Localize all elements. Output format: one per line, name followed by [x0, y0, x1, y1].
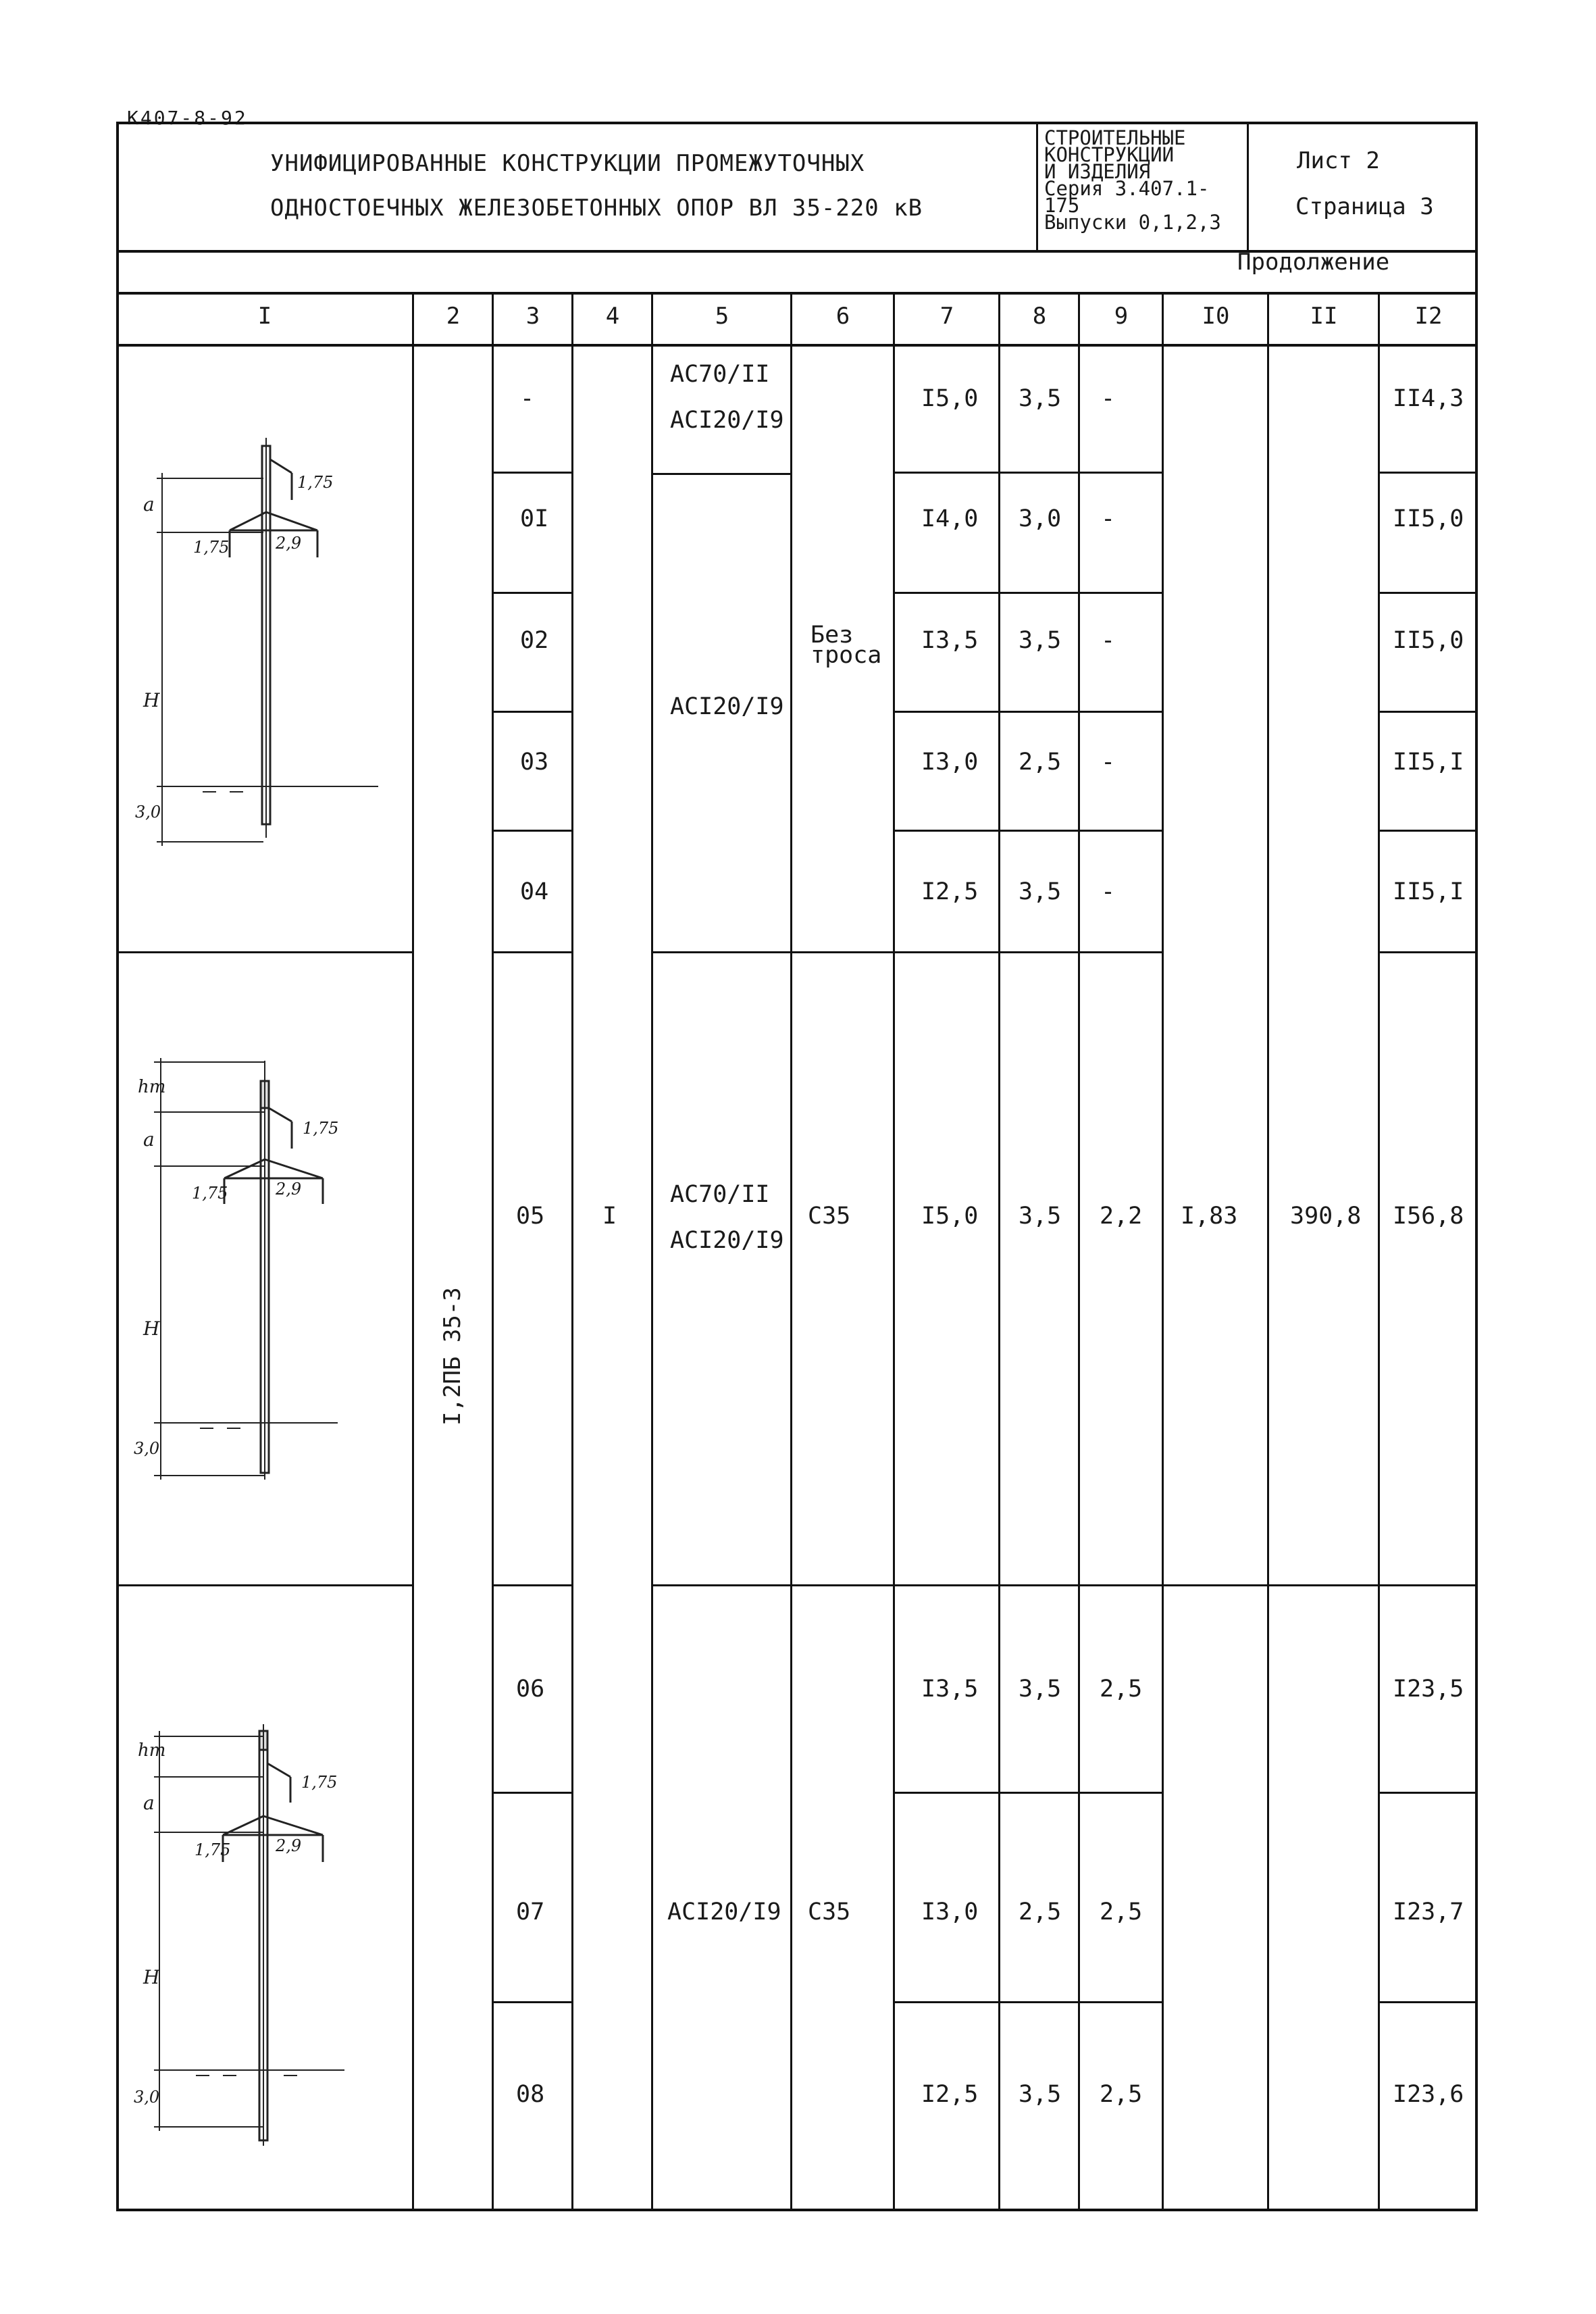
- col5-g1-a-2: АСI20/I9: [670, 407, 784, 434]
- sketch1-label-h: H: [143, 689, 160, 711]
- page-number: Страница 3: [1295, 193, 1434, 220]
- col-line-2: [492, 292, 494, 2211]
- row5-c12: II5,I: [1393, 878, 1464, 905]
- sketch1-label-top: 1,75: [297, 473, 334, 492]
- col5-g3: АСI20/I9: [667, 1898, 781, 1926]
- row-line-c79-6: [893, 1584, 1163, 1586]
- row4-c12: II5,I: [1393, 749, 1464, 776]
- row-line-c79-4: [893, 830, 1163, 832]
- row8-c8: 2,5: [1019, 1898, 1062, 1926]
- row-line-c6-2: [790, 1584, 894, 1586]
- row6-c3: 05: [516, 1203, 545, 1230]
- col5-g2-1: АС70/II: [670, 1181, 770, 1208]
- sketch3-label-left: 1,75: [195, 1840, 231, 1859]
- series-block: [1044, 126, 1243, 234]
- col-header-9: 9: [1114, 303, 1129, 330]
- col-header-11: II: [1310, 303, 1338, 330]
- col-line-1: [412, 292, 414, 2211]
- row-line-c3-2: [492, 592, 573, 594]
- row1-c3: -: [520, 385, 535, 412]
- row4-c8: 2,5: [1019, 749, 1062, 776]
- sketch3-label-top: 1,75: [301, 1773, 338, 1792]
- row-line-c12-6: [1378, 1584, 1478, 1586]
- sketch2-label-depth: 3,0: [134, 1439, 160, 1458]
- sketch2-label-a: a: [143, 1128, 155, 1151]
- sheet-number: Лист 2: [1297, 147, 1380, 174]
- sketch3-label-right: 2,9: [276, 1836, 302, 1855]
- col-header-1: I: [257, 303, 272, 330]
- row-line-c79-3: [893, 711, 1163, 713]
- col6-g1: [810, 622, 892, 669]
- col6-g2: С35: [808, 1203, 851, 1230]
- sketch1-label-depth: 3,0: [135, 803, 161, 822]
- title-line-2: ОДНОСТОЕЧНЫХ ЖЕЛЕЗОБЕТОННЫХ ОПОР ВЛ 35-220 кВ: [270, 195, 923, 222]
- row2-c12: II5,0: [1393, 505, 1464, 532]
- group-line-2: [116, 1584, 413, 1586]
- row-line-c3-5: [492, 951, 573, 953]
- continuation-label: Продолжение: [1237, 249, 1390, 276]
- row3-c3: 02: [520, 627, 549, 654]
- column-header-bottom-line: [116, 344, 1478, 347]
- series-line-1: СТРОИТЕЛЬНЫЕ: [1044, 126, 1186, 149]
- continuation-bottom-line: [116, 292, 1478, 295]
- sketch2-label-h: H: [143, 1317, 160, 1340]
- row1-c9: -: [1101, 385, 1116, 412]
- col-line-5: [790, 292, 792, 2211]
- col-line-11: [1378, 292, 1380, 2211]
- row3-c12: II5,0: [1393, 627, 1464, 654]
- col-header-8: 8: [1032, 303, 1047, 330]
- col-header-5: 5: [715, 303, 729, 330]
- col5-g1-b: АСI20/I9: [670, 693, 784, 720]
- row5-c9: -: [1101, 878, 1116, 905]
- row6-c12: I56,8: [1393, 1203, 1464, 1230]
- col-line-4: [651, 292, 653, 2211]
- sketch3-label-ht: hт: [138, 1740, 166, 1761]
- row-line-c12-8: [1378, 2001, 1478, 2003]
- col-header-7: 7: [939, 303, 954, 330]
- col2-designation: I,2ПБ 35-3: [439, 1287, 466, 1426]
- col-line-7: [998, 292, 1000, 2211]
- row-line-c5-1: [651, 473, 792, 475]
- row5-c7: I2,5: [921, 878, 979, 905]
- col-header-6: 6: [835, 303, 850, 330]
- sketch3-label-h: H: [143, 1966, 160, 1988]
- series-line-3: И ИЗДЕЛИЯ: [1044, 160, 1151, 183]
- row-line-c5-3: [651, 1584, 792, 1586]
- series-line-4: Серия 3.407.1-175: [1044, 177, 1210, 217]
- drawing-frame: [116, 122, 1478, 2211]
- sketch1-label-right: 2,9: [276, 534, 302, 553]
- row-line-c5-2: [651, 951, 792, 953]
- row9-c12: I23,6: [1393, 2081, 1464, 2108]
- sketch3-label-depth: 3,0: [134, 2088, 160, 2107]
- row-line-c3-7: [492, 1792, 573, 1794]
- row-line-c1011-1: [1162, 1584, 1379, 1586]
- row2-c7: I4,0: [921, 505, 979, 532]
- row3-c9: -: [1101, 627, 1116, 654]
- col4-value: I: [602, 1203, 617, 1230]
- group-line-1: [116, 951, 413, 953]
- series-line-2: КОНСТРУКЦИИ: [1044, 143, 1175, 166]
- row4-c9: -: [1101, 749, 1116, 776]
- col-line-9: [1162, 292, 1164, 2211]
- col-line-6: [893, 292, 895, 2211]
- row7-c12: I23,5: [1393, 1676, 1464, 1703]
- col11-g2: 390,8: [1290, 1203, 1362, 1230]
- row4-c7: I3,0: [921, 749, 979, 776]
- col5-g2-2: АСI20/I9: [670, 1227, 784, 1254]
- col-header-3: 3: [525, 303, 540, 330]
- row-line-c79-1: [893, 472, 1163, 474]
- row3-c7: I3,5: [921, 627, 979, 654]
- col6-g1-text: Без троса: [810, 622, 882, 669]
- title-line-1: УНИФИЦИРОВАННЫЕ КОНСТРУКЦИИ ПРОМЕЖУТОЧНЫХ: [270, 150, 865, 177]
- row6-c7: I5,0: [921, 1203, 979, 1230]
- document-code: К407-8-92: [127, 107, 248, 129]
- row7-c3: 06: [516, 1676, 545, 1703]
- row-line-c12-5: [1378, 951, 1478, 953]
- col-header-12: I2: [1414, 303, 1443, 330]
- row9-c9: 2,5: [1100, 2081, 1143, 2108]
- row-line-c3-4: [492, 830, 573, 832]
- sketch2-label-top: 1,75: [303, 1119, 339, 1138]
- row2-c9: -: [1101, 505, 1116, 532]
- col10-g2: I,83: [1181, 1203, 1238, 1230]
- col-header-10: I0: [1202, 303, 1230, 330]
- row5-c8: 3,5: [1019, 878, 1062, 905]
- row8-c3: 07: [516, 1898, 545, 1926]
- row6-c8: 3,5: [1019, 1203, 1062, 1230]
- row7-c7: I3,5: [921, 1676, 979, 1703]
- row-line-c12-3: [1378, 711, 1478, 713]
- col-header-4: 4: [605, 303, 620, 330]
- row9-c7: I2,5: [921, 2081, 979, 2108]
- sketch2-label-right: 2,9: [276, 1180, 302, 1199]
- col5-g1-a-1: АС70/II: [670, 361, 770, 388]
- row8-c7: I3,0: [921, 1898, 979, 1926]
- row-line-c79-2: [893, 592, 1163, 594]
- row6-c9: 2,2: [1100, 1203, 1143, 1230]
- col-line-3: [571, 292, 573, 2211]
- row1-c8: 3,5: [1019, 385, 1062, 412]
- header-divider-2: [1247, 122, 1249, 250]
- row-line-c12-4: [1378, 830, 1478, 832]
- col-line-8: [1078, 292, 1080, 2211]
- row-line-c79-5: [893, 951, 1163, 953]
- row-line-c79-8: [893, 2001, 1163, 2003]
- row9-c8: 3,5: [1019, 2081, 1062, 2108]
- row-line-c3-8: [492, 2001, 573, 2003]
- row5-c3: 04: [520, 878, 549, 905]
- series-line-5: Выпуски 0,1,2,3: [1044, 211, 1221, 234]
- row1-c12: II4,3: [1393, 385, 1464, 412]
- sketch1-label-left: 1,75: [193, 538, 230, 557]
- row-line-c3-3: [492, 711, 573, 713]
- row-line-c12-2: [1378, 592, 1478, 594]
- row-line-c3-1: [492, 472, 573, 474]
- row-line-c12-1: [1378, 472, 1478, 474]
- row-line-c79-7: [893, 1792, 1163, 1794]
- row9-c3: 08: [516, 2081, 545, 2108]
- row8-c12: I23,7: [1393, 1898, 1464, 1926]
- sketch1-label-a: a: [143, 493, 155, 515]
- col6-g3: С35: [808, 1898, 851, 1926]
- row7-c9: 2,5: [1100, 1676, 1143, 1703]
- row7-c8: 3,5: [1019, 1676, 1062, 1703]
- col-line-10: [1267, 292, 1269, 2211]
- sketch3-label-a: a: [143, 1792, 155, 1814]
- row4-c3: 03: [520, 749, 549, 776]
- header-divider-1: [1036, 122, 1038, 250]
- row3-c8: 3,5: [1019, 627, 1062, 654]
- row2-c3: 0I: [520, 505, 549, 532]
- row-line-c12-7: [1378, 1792, 1478, 1794]
- row-line-c6-1: [790, 951, 894, 953]
- row8-c9: 2,5: [1100, 1898, 1143, 1926]
- col-header-2: 2: [446, 303, 461, 330]
- row-line-c3-6: [492, 1584, 573, 1586]
- sketch2-label-ht: hт: [138, 1077, 166, 1097]
- row2-c8: 3,0: [1019, 505, 1062, 532]
- sketch2-label-left: 1,75: [192, 1184, 228, 1203]
- row1-c7: I5,0: [921, 385, 979, 412]
